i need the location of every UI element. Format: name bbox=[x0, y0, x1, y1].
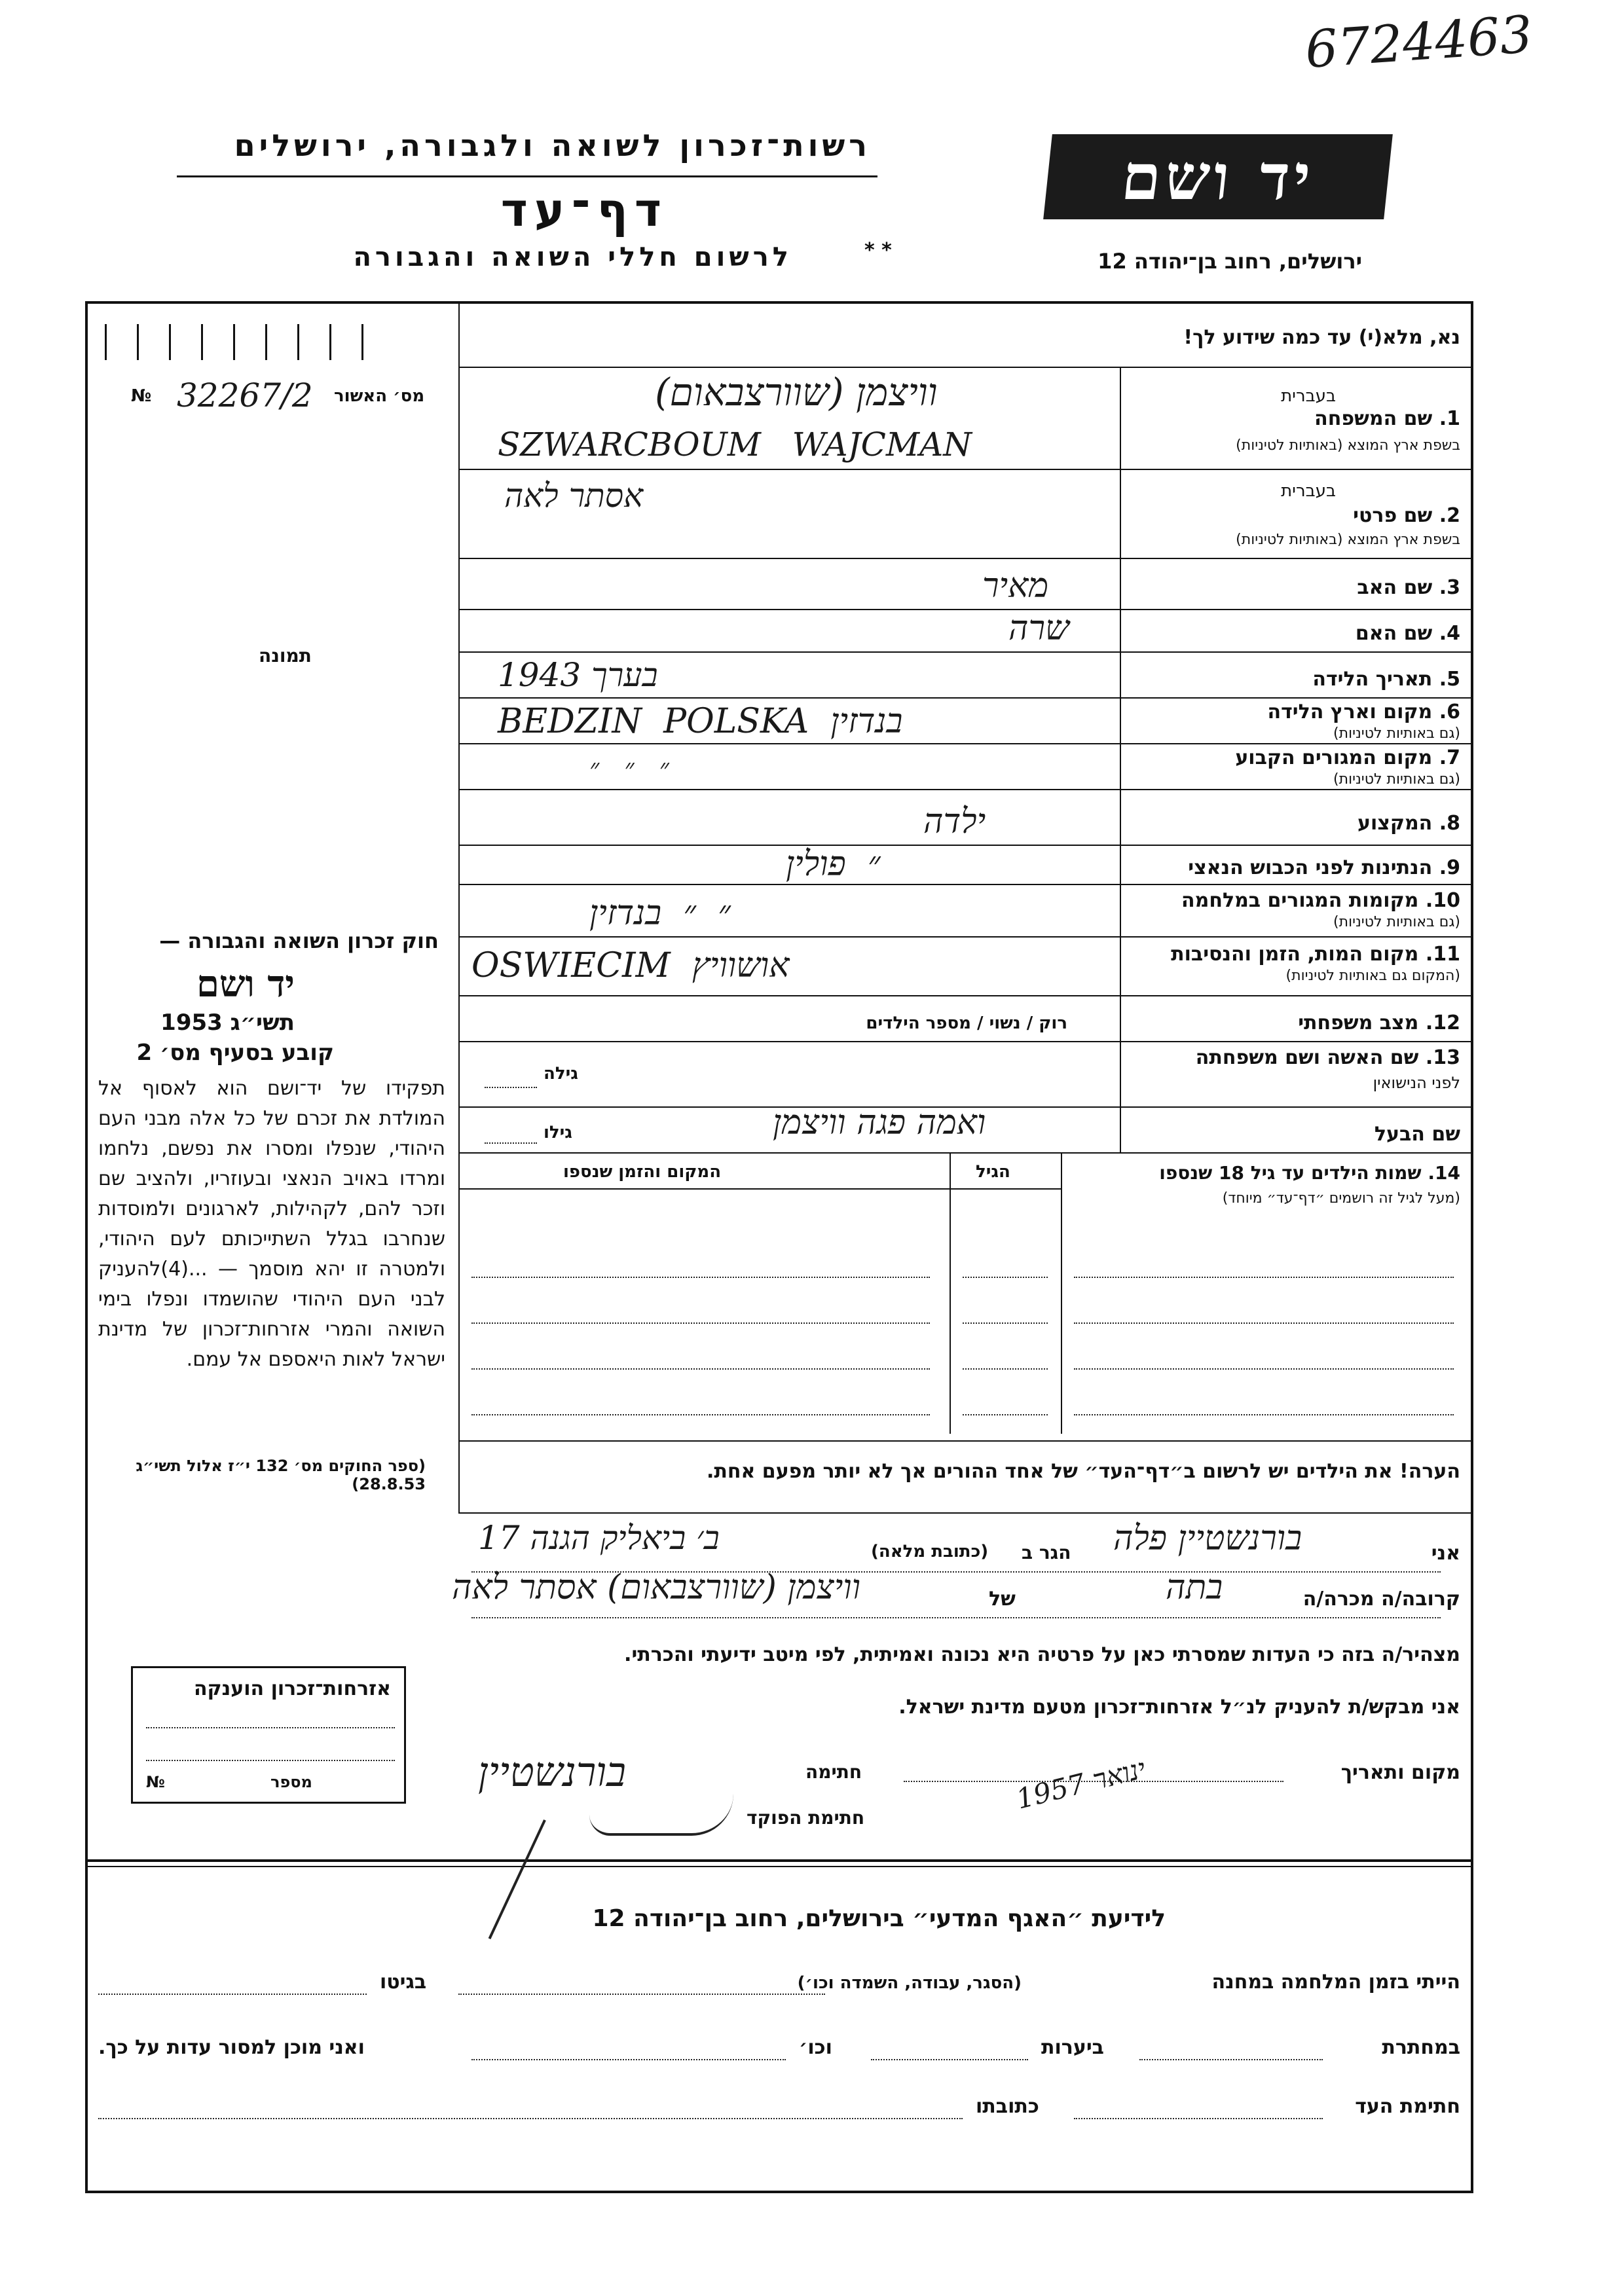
law-box-subtitle: יד ושם bbox=[196, 962, 295, 1006]
f1-label bbox=[1314, 407, 1460, 430]
citizenship-box bbox=[131, 1666, 406, 1804]
f10-label-text: מקומות המגורים במלחמה bbox=[1181, 889, 1419, 912]
f1-sub: בשפת ארץ המוצא (באותיות לטיניות) bbox=[1236, 437, 1460, 454]
f3-label bbox=[1357, 576, 1460, 599]
f7-label-text: מקום המגורים הקבוע bbox=[1235, 746, 1433, 769]
footer-line3-a: חתימת העד bbox=[1355, 2095, 1460, 2118]
children-header-line bbox=[458, 1188, 1061, 1190]
row-line bbox=[458, 558, 1473, 559]
f11-num: 11. bbox=[1425, 943, 1460, 966]
child-row bbox=[1074, 1414, 1454, 1415]
logo-text: יד ושם bbox=[1118, 139, 1318, 214]
f6-sub: (גם באותיות לטיניות) bbox=[1333, 725, 1460, 742]
citizenship-title: אזרחות־זכרון הוענקה bbox=[193, 1677, 391, 1700]
f7-num: 7. bbox=[1439, 746, 1460, 769]
footer-line2-c: וכו׳ bbox=[799, 2036, 832, 2059]
f6-num: 6. bbox=[1439, 701, 1460, 723]
f6-value: BEDZIN POLSKA בנדזין bbox=[498, 702, 903, 741]
row-line bbox=[458, 743, 1473, 744]
children-label bbox=[1159, 1162, 1460, 1184]
citizenship-number-prefix: № bbox=[146, 1773, 165, 1791]
footer-line2-d: ואני מוכן למסור עדות על כך. bbox=[98, 2036, 365, 2059]
row-line bbox=[458, 995, 1473, 996]
f7-sub: (גם באותיות לטיניות) bbox=[1333, 771, 1460, 788]
law-box-body: תפקידו של יד־ושם הוא לאסוף אל המולדת את זכרם של כל אלה מבני העם היהודי, שנפלו ומסרו את נפשם, נלחמו ומרדו באויב הנאצי ובעוזריו, ולהציב שם וזכר להם, לקהילות, לארגונים ולמוסדות שנחרבו בגלל השתייכותם לעם היהודי, ולמטרה זו יהא מוסמך — ...(4)להעניק לבני העם היהודי שהושמדו ונפלו בימי השואה והמרי אזרחות־זכרון של מדינת ישראל לאות היאספם אל עמם. bbox=[98, 1077, 445, 1371]
decl-place-date-label: מקום ותאריך bbox=[1340, 1761, 1460, 1784]
footer-line2-b: ביערות bbox=[1041, 2036, 1104, 2059]
footer-line1-fill-b bbox=[98, 1994, 367, 1995]
f9-label bbox=[1188, 856, 1460, 879]
f4-num: 4. bbox=[1439, 622, 1460, 645]
child-place-cell bbox=[471, 1368, 930, 1370]
f12-label bbox=[1298, 1011, 1460, 1034]
f1-value-latin: SZWARCBOUM WAJCMAN bbox=[498, 426, 972, 464]
f9-label-text: הנתינות לפני הכבוש הנאצי bbox=[1188, 856, 1433, 879]
husband-value: ואמה פגה וויצמן bbox=[773, 1103, 986, 1142]
f5-label-text: תאריך הלידה bbox=[1312, 668, 1433, 691]
decl-relative-label: קרובה/ה מכרה/ה bbox=[1302, 1588, 1460, 1611]
child-age-cell bbox=[963, 1322, 1048, 1324]
f8-value: ילדה bbox=[923, 802, 986, 841]
decl-request: אני מבקש/ת להעניק לנ״ל אזרחות־זכרון מטעם מדינת ישראל. bbox=[898, 1696, 1460, 1719]
subtitle-dots: * * bbox=[864, 239, 892, 262]
children-num: 14. bbox=[1428, 1162, 1460, 1184]
footer-separator bbox=[85, 1859, 1473, 1862]
f2-value: אסתר לאה bbox=[504, 477, 644, 515]
child-age-cell bbox=[963, 1277, 1048, 1278]
decl-ani: אני bbox=[1431, 1542, 1460, 1565]
row-line bbox=[458, 789, 1473, 790]
f3-num: 3. bbox=[1439, 576, 1460, 599]
law-box-year: תשי״ג 1953 bbox=[160, 1010, 295, 1036]
f2-label-text: שם פרטי bbox=[1353, 504, 1433, 527]
f4-value: שרה bbox=[1008, 609, 1069, 648]
f11-label bbox=[1171, 943, 1460, 966]
f9-value: ״ פולין bbox=[786, 845, 881, 884]
f3-label-text: שם האב bbox=[1357, 576, 1433, 599]
form-title: דף־עד bbox=[500, 183, 668, 237]
footer-line1-fill-a bbox=[458, 1994, 825, 1995]
archive-number: 6724463 bbox=[1302, 5, 1534, 81]
f8-label bbox=[1357, 812, 1460, 835]
footer-line3-fill-b bbox=[98, 2118, 963, 2119]
footer-line1-b: (הסגר, עבודה, השמדה וכו׳) bbox=[797, 1973, 1022, 1993]
decl-date: ינואר 1957 bbox=[1012, 1752, 1149, 1815]
label-column-divider bbox=[1120, 367, 1121, 1152]
left-column-divider bbox=[458, 301, 460, 1512]
inspector-signature bbox=[589, 1794, 733, 1836]
f10-label bbox=[1181, 889, 1460, 912]
f8-num: 8. bbox=[1439, 812, 1460, 835]
note-top-line bbox=[458, 1440, 1473, 1442]
row-line bbox=[458, 884, 1473, 885]
child-place-cell bbox=[471, 1414, 930, 1415]
f12-num: 12. bbox=[1425, 1011, 1460, 1034]
row-line bbox=[458, 609, 1473, 610]
file-number-prefix: № bbox=[131, 386, 152, 406]
f12-label-text: מצב משפחתי bbox=[1298, 1011, 1419, 1034]
footer-line2-fill-b bbox=[871, 2059, 1028, 2060]
children-col-place: המקום והזמן שנספו bbox=[563, 1162, 722, 1182]
decl-witness-name: בורנשטיין פלה bbox=[1113, 1519, 1302, 1558]
f13-label-text: שם האשה ושם משפחתה bbox=[1195, 1046, 1419, 1069]
f9-num: 9. bbox=[1439, 856, 1460, 879]
f7-label bbox=[1235, 746, 1460, 769]
decl-line-2 bbox=[471, 1617, 1441, 1618]
child-age-cell bbox=[963, 1368, 1048, 1370]
org-underline bbox=[177, 175, 877, 177]
f11-label-text: מקום המות, הזמן והנסיבות bbox=[1171, 943, 1419, 966]
husband-label: שם הבעל bbox=[1374, 1123, 1460, 1146]
row-line bbox=[458, 367, 1473, 368]
decl-address-hint: (כתובת מלאה) bbox=[871, 1542, 989, 1561]
f13-num: 13. bbox=[1425, 1046, 1460, 1069]
row-line bbox=[458, 697, 1473, 699]
husband-age-line bbox=[485, 1142, 537, 1144]
row-line bbox=[458, 1152, 1473, 1154]
f4-label bbox=[1356, 622, 1460, 645]
f13-age-line bbox=[485, 1087, 537, 1088]
row-line bbox=[458, 469, 1473, 470]
footer-line1-a: הייתי בזמן המלחמה במחנה bbox=[1211, 1971, 1460, 1994]
f4-label-text: שם האם bbox=[1355, 622, 1433, 645]
f11-value: OSWIECIM אושוויץ bbox=[471, 946, 790, 985]
f12-value: רוק / נשוי / מספר הילדים bbox=[866, 1013, 1067, 1033]
child-place-cell bbox=[471, 1277, 930, 1278]
husband-suffix: גילו bbox=[544, 1123, 572, 1142]
f6-label bbox=[1268, 701, 1460, 723]
law-box-source: (ספר החוקים מס׳ 132 י״ז אלול תשי״ג 28.8.53) bbox=[136, 1457, 426, 1493]
org-name: רשות־זכרון לשואה ולגבורה, ירושלים bbox=[234, 128, 871, 163]
decl-gar-label: הגר ב bbox=[1022, 1542, 1071, 1563]
f2-num: 2. bbox=[1439, 504, 1460, 527]
f6-label-text: מקום וארץ הלידה bbox=[1267, 701, 1433, 723]
footer-line3-b: כתובתו bbox=[976, 2095, 1039, 2118]
footer-line2-fill-a bbox=[1139, 2059, 1323, 2060]
f1-num: 1. bbox=[1439, 407, 1460, 430]
decl-signature: בורנשטיין bbox=[478, 1748, 627, 1796]
footer-line3-fill-a bbox=[1074, 2118, 1323, 2119]
footer-separator-2 bbox=[85, 1866, 1473, 1867]
f5-label bbox=[1312, 668, 1460, 691]
decl-statement: מצהיר/ה בזה כי העדות שמסרתי כאן על פרטיה היא נכונה ואמיתית, לפי מיטב ידיעתי והכרתי. bbox=[624, 1643, 1460, 1666]
f1-hebrew-tag: בעברית bbox=[1281, 386, 1336, 406]
law-box-title: חוק זכרון השואה והגבורה — bbox=[159, 928, 439, 953]
f1-label-text: שם המשפחה bbox=[1314, 407, 1433, 430]
f2-sub: בשפת ארץ המוצא (באותיות לטיניות) bbox=[1236, 532, 1460, 548]
footer-line2-a: במחתרת bbox=[1382, 2036, 1460, 2059]
f3-value: מאיר bbox=[982, 566, 1049, 606]
form-subtitle: לרשום חללי השואה והגבורה bbox=[353, 242, 792, 272]
f13-sub: לפני הנישואין bbox=[1373, 1074, 1460, 1092]
child-row bbox=[1074, 1277, 1454, 1278]
f1-value-hebrew: וויצמן (שוורצבאום) bbox=[655, 370, 938, 414]
tick-box bbox=[105, 324, 445, 360]
law-box-clause: קובע בסעיף מס׳ 2 bbox=[136, 1040, 334, 1066]
footer-title: לידיעת ״האגף המדעי״ בירושלים, רחוב בן־יהודה 12 bbox=[592, 1905, 1166, 1932]
decl-shel: של bbox=[989, 1588, 1016, 1611]
children-sub: (מעל לגיל זה רושמים ״דף־עד״ מיוחד) bbox=[1222, 1190, 1460, 1207]
f5-value: בערך 1943 bbox=[498, 656, 658, 694]
instruction: נא, מלא(י) עד כמה שידוע לך! bbox=[1183, 326, 1460, 349]
f11-sub: (המקום גם באותיות לטיניות) bbox=[1285, 968, 1460, 984]
note: הערה! את הילדים יש לרשום ב״דף־העד״ של אחד ההורים אך לא יותר מפעם אחת. bbox=[707, 1460, 1460, 1483]
f10-sub: (גם באותיות לטיניות) bbox=[1333, 914, 1460, 930]
child-row bbox=[1074, 1322, 1454, 1324]
f13-suffix: גילה bbox=[544, 1064, 578, 1084]
decl-victim-name: וויצמן (שוורצבאום) אסתר לאה bbox=[452, 1568, 860, 1607]
f13-label bbox=[1196, 1046, 1460, 1069]
decl-signature-label: חתימה bbox=[805, 1761, 862, 1783]
child-row bbox=[1074, 1368, 1454, 1370]
f8-label-text: המקצוע bbox=[1357, 812, 1433, 835]
citizenship-number-label: מספר bbox=[270, 1773, 312, 1791]
child-age-cell bbox=[963, 1414, 1048, 1415]
note-bottom-line bbox=[458, 1512, 1473, 1514]
footer-line2-fill-c bbox=[471, 2059, 786, 2060]
row-line bbox=[458, 845, 1473, 846]
f5-num: 5. bbox=[1439, 668, 1460, 691]
decl-inspector-label: חתימת הפוקד bbox=[747, 1807, 865, 1829]
footer-line1-c: בגיטו bbox=[380, 1971, 427, 1994]
children-col-age: הגיל bbox=[976, 1162, 1010, 1182]
f2-hebrew-tag: בעברית bbox=[1281, 481, 1336, 501]
children-divider-2 bbox=[950, 1152, 951, 1434]
file-number-label: מס׳ האשור bbox=[334, 386, 425, 406]
children-label-text: שמות הילדים עד גיל 18 שנספו bbox=[1159, 1162, 1422, 1184]
f7-value: ״ ״ ״ bbox=[589, 754, 669, 784]
f10-value: ״ ״ בנדזין bbox=[589, 894, 731, 933]
f10-num: 10. bbox=[1425, 889, 1460, 912]
row-line bbox=[458, 651, 1473, 653]
row-line bbox=[458, 1041, 1473, 1042]
address: ירושלים, רחוב בן־יהודה 12 bbox=[1098, 249, 1362, 274]
decl-relation: בתה bbox=[1166, 1568, 1223, 1607]
child-place-cell bbox=[471, 1322, 930, 1324]
decl-address: ב׳ ביאליק הגנה 17 bbox=[478, 1519, 720, 1557]
f2-label bbox=[1353, 504, 1460, 527]
row-line bbox=[458, 936, 1473, 938]
children-divider-1 bbox=[1061, 1152, 1062, 1434]
yad-vashem-logo bbox=[1043, 134, 1393, 219]
file-number: 32267/2 bbox=[177, 376, 313, 414]
photo-label: תמונה bbox=[259, 645, 312, 666]
